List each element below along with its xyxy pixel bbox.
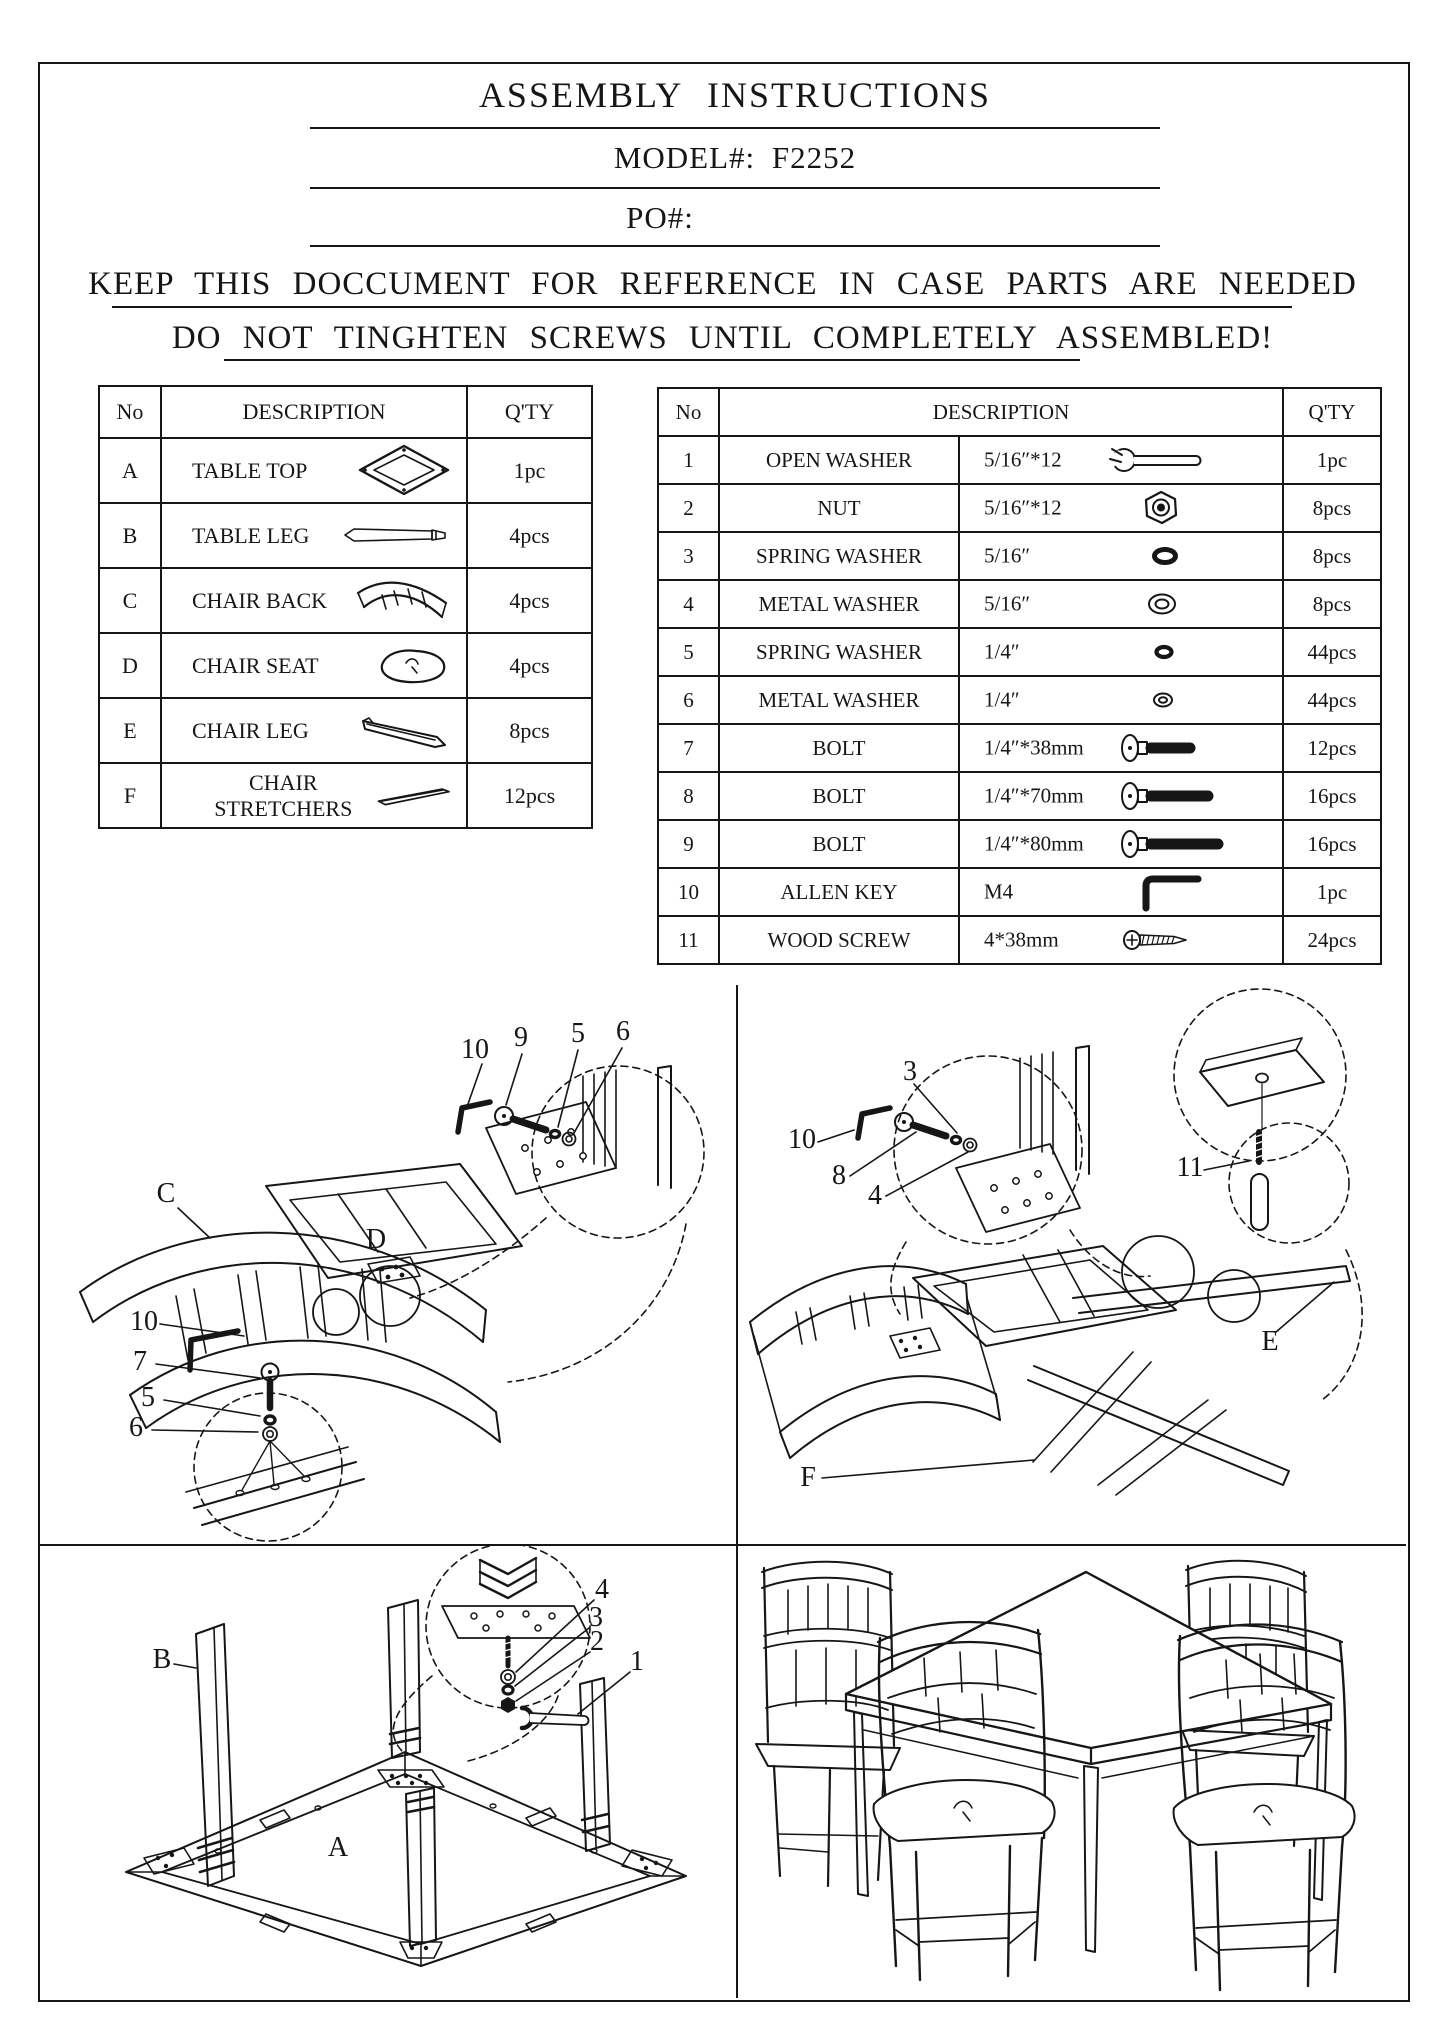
wood-screw-icon [1122,925,1202,955]
warning1-underline [112,306,1292,308]
hardware-size: 5/16″*12 [984,495,1062,520]
part-qty: 8pcs [467,698,592,763]
part-label-d: D [365,1224,387,1255]
warning-do-not-tighten: DO NOT TINGHTEN SCREWS UNTIL COMPLETELY ASSEMBLED! [171,320,1274,356]
hardware-name: METAL WASHER [719,580,959,628]
allen-key-icon [1138,872,1206,912]
part-qty: 4pcs [467,633,592,698]
bolt-38-icon [1118,731,1210,765]
table-row [99,568,592,633]
metal-washer-icon [1146,592,1178,616]
hardware-qty: 24pcs [1283,916,1381,964]
hardware-qty: 8pcs [1283,580,1381,628]
hardware-qty: 1pc [1283,436,1381,484]
hardware-qty: 1pc [1283,868,1381,916]
part-description: TABLE TOP [192,457,308,483]
chair-leg-drawing [1073,1266,1350,1313]
table-apron-frame-drawing [126,1752,686,1966]
title-underline [310,127,1160,129]
stretcher-drawing [1033,1352,1151,1472]
hardware-qty: 16pcs [1283,820,1381,868]
corner-bracket-callout-detail [426,1546,644,1728]
part-no: C [99,568,161,633]
hardware-name: BOLT [719,820,959,868]
allen-key-glyph [190,1331,238,1370]
table-leg-icon [342,525,452,547]
hardware-label: 6 [129,1412,143,1443]
hardware-size: M4 [984,879,1014,904]
bolt-glyph [913,1125,946,1136]
spring-washer-icon [1150,546,1180,566]
hardware-label: 3 [589,1602,603,1633]
spring-washer-small-icon [1153,644,1175,660]
hardware-name: METAL WASHER [719,676,959,724]
seat-cushion-drawing [1174,1784,1355,1845]
chair-leg-assembly-diagram [738,980,1408,1544]
part-label-b: B [152,1644,172,1675]
table-row [658,532,1381,580]
part-label-a: A [327,1832,349,1863]
hex-nut-icon [1142,490,1180,526]
model-number: MODEL#: F2252 [613,140,857,175]
table-row [99,698,592,763]
hardware-table [657,387,1382,965]
table-row [658,868,1381,916]
callout-label: 5 [571,1018,585,1049]
hardware-no: 10 [658,868,719,916]
hardware-qty: 12pcs [1283,724,1381,772]
chair-stretcher-icon [375,784,452,808]
chair-back-seat-assembly-diagram [38,980,736,1544]
hardware-name: NUT [719,484,959,532]
table-row [99,763,592,828]
hardware-no: 4 [658,580,719,628]
parts-header-no: No [99,386,161,438]
hardware-size: 1/4″*38mm [984,735,1084,760]
screw-label: 11 [1176,1152,1204,1183]
part-description: CHAIR LEG [192,717,309,743]
hardware-no: 7 [658,724,719,772]
parts-header-qty: Q'TY [467,386,592,438]
part-description: CHAIR SEAT [192,652,319,678]
hardware-size: 1/4″*80mm [984,831,1084,856]
hardware-label: 5 [141,1382,155,1413]
back-left-chair-drawing [756,1562,900,1886]
po-underline [310,245,1160,247]
hardware-header-no: No [658,388,719,436]
parts-table [98,385,593,829]
hardware-no: 5 [658,628,719,676]
hardware-qty: 44pcs [1283,676,1381,724]
hardware-qty: 8pcs [1283,532,1381,580]
callout-label: 10 [788,1124,816,1155]
table-leg-drawing [196,1600,610,1946]
part-no: E [99,698,161,763]
po-number: PO#: [626,200,694,235]
part-label-f: F [800,1462,816,1493]
hardware-no: 1 [658,436,719,484]
part-no: D [99,633,161,698]
bolt-glyph [513,1119,546,1130]
finished-dining-set-diagram [738,1546,1408,1998]
part-label-e: E [1261,1326,1279,1357]
wood-screw-callout-detail [1174,989,1349,1243]
table-base-assembly-diagram [38,1546,736,1998]
allen-key-glyph [458,1102,490,1132]
callout-label: 9 [514,1022,528,1053]
hardware-label: 2 [590,1626,604,1657]
hardware-qty: 8pcs [1283,484,1381,532]
hardware-size: 5/16″ [984,543,1031,568]
chair-back-icon [352,573,452,628]
hardware-size: 5/16″*12 [984,447,1062,472]
warning2-underline [224,359,1080,361]
callout-label: 8 [832,1160,846,1191]
hardware-name: SPRING WASHER [719,532,959,580]
bracket-callout-detail [788,1046,1089,1244]
callout-label: 10 [461,1034,489,1065]
part-no: F [99,763,161,828]
part-no: B [99,503,161,568]
table-row [658,628,1381,676]
hardware-name: ALLEN KEY [719,868,959,916]
table-row [658,484,1381,532]
metal-washer-small-icon [1151,691,1175,709]
warning-keep-document: KEEP THIS DOCCUMENT FOR REFERENCE IN CASE PARTS ARE NEEDED [88,266,1357,302]
callout-label: 4 [868,1180,882,1211]
hardware-no: 6 [658,676,719,724]
part-qty: 4pcs [467,568,592,633]
hardware-label: 4 [595,1574,609,1605]
table-row [99,438,592,503]
chair-seat-icon [372,643,452,688]
part-description: CHAIR STRETCHERS [214,769,353,821]
hardware-label: 1 [630,1646,644,1677]
hardware-label: 7 [133,1346,147,1377]
callout-label: 6 [616,1016,630,1047]
part-no: A [99,438,161,503]
table-drawing [846,1572,1331,1952]
part-qty: 12pcs [467,763,592,828]
hardware-no: 8 [658,772,719,820]
seat-cushion-drawing [874,1780,1055,1841]
model-underline [310,187,1160,189]
bolt-70-icon [1118,779,1228,813]
wrench-icon [1108,444,1210,476]
table-row [99,503,592,568]
hardware-header-description: DESCRIPTION [719,388,1283,436]
table-row [658,772,1381,820]
part-label-c: C [156,1178,176,1209]
hardware-no: 3 [658,532,719,580]
page-title: ASSEMBLY INSTRUCTIONS [478,75,992,115]
hardware-size: 1/4″*70mm [984,783,1084,808]
part-qty: 1pc [467,438,592,503]
callout-label: 3 [903,1056,917,1087]
hardware-no: 9 [658,820,719,868]
bracket-callout-detail [458,1016,704,1238]
hardware-size: 4*38mm [984,927,1059,952]
table-row [658,724,1381,772]
hardware-no: 2 [658,484,719,532]
hardware-header-qty: Q'TY [1283,388,1381,436]
part-qty: 4pcs [467,503,592,568]
table-top-icon [357,443,452,498]
chair-leg-icon [357,711,452,751]
allen-key-glyph [858,1108,890,1138]
part-description: TABLE LEG [192,522,310,548]
hardware-no: 11 [658,916,719,964]
hardware-label: 10 [130,1306,158,1337]
hardware-name: BOLT [719,772,959,820]
table-row [658,916,1381,964]
hardware-name: BOLT [719,724,959,772]
part-description: CHAIR BACK [192,587,328,613]
bolt-80-icon [1118,827,1240,861]
parts-header-description: DESCRIPTION [161,386,467,438]
hardware-name: OPEN WASHER [719,436,959,484]
hardware-size: 5/16″ [984,591,1031,616]
nut-glyph [501,1697,515,1713]
table-row [658,580,1381,628]
hardware-size: 1/4″ [984,639,1020,664]
stretcher-drawing [1098,1400,1226,1495]
chair-body-drawing [750,1236,1350,1495]
table-row [658,436,1381,484]
table-row [658,676,1381,724]
hardware-name: SPRING WASHER [719,628,959,676]
hardware-size: 1/4″ [984,687,1020,712]
hardware-name: WOOD SCREW [719,916,959,964]
hardware-qty: 44pcs [1283,628,1381,676]
hardware-qty: 16pcs [1283,772,1381,820]
table-row [658,820,1381,868]
table-row [99,633,592,698]
